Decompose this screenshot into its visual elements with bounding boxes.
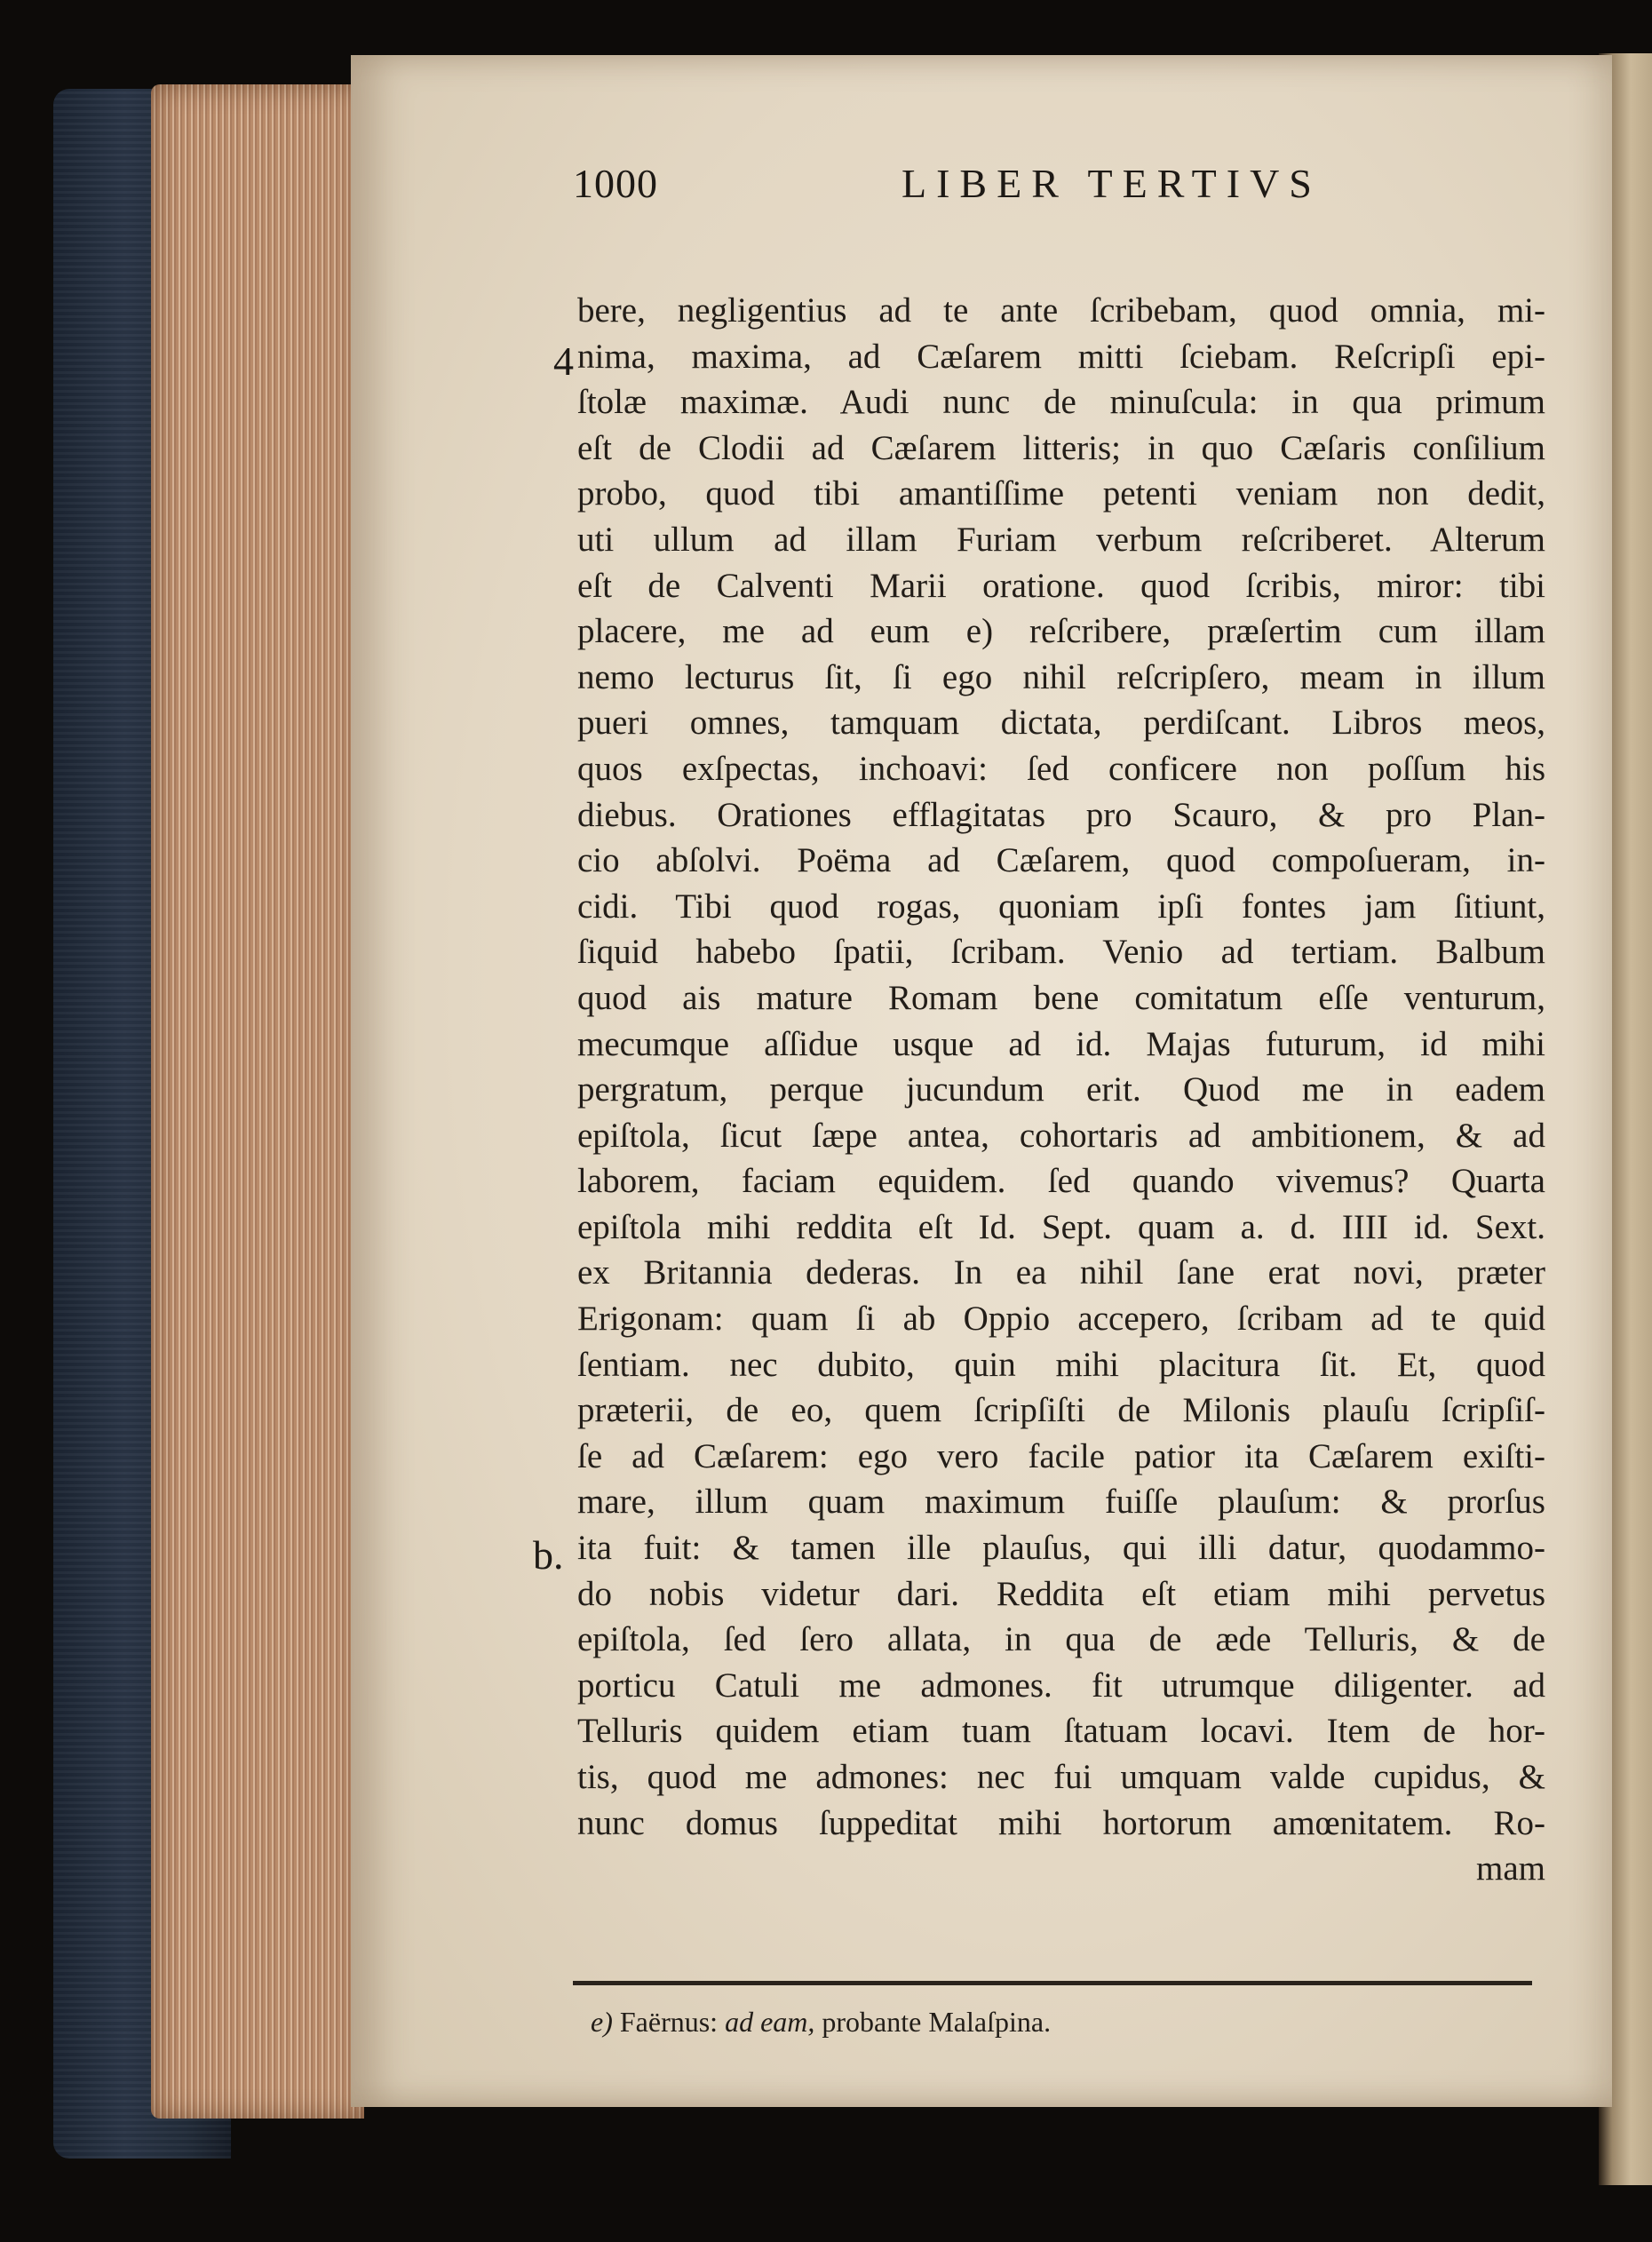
text-line: præterii, de eo, quem ſcripſiſti de Milonis plauſu ſcripſiſ- — [577, 1391, 1545, 1430]
text-line: quod ais mature Romam bene comitatum eſſe venturum, — [577, 978, 1545, 1017]
text-line: nunc domus ſuppeditat mihi hortorum amœnitatem. Ro- — [577, 1803, 1545, 1842]
text-line: mecumque aſſidue usque ad id. Majas futurum, id mihi — [577, 1024, 1545, 1063]
text-line: probo, quod tibi amantiſſime petenti veniam non dedit, — [577, 474, 1545, 513]
text-line: mam — [1476, 1849, 1545, 1888]
margin-mark-b: b. — [533, 1532, 564, 1578]
page-number: 1000 — [573, 161, 658, 206]
text-line: porticu Catuli me admones. fit utrumque diligenter. ad — [577, 1666, 1545, 1705]
text-line: epiſtola mihi reddita eſt Id. Sept. quam a. d. IIII id. Sext. — [577, 1207, 1545, 1246]
text-line: Telluris quidem etiam tuam ſtatuam locavi. Item de hor- — [577, 1712, 1545, 1751]
text-line: nemo lecturus ſit, ſi ego nihil reſcripſero, meam in illum — [577, 657, 1545, 696]
text-line: cidi. Tibi quod rogas, quoniam ipſi fontes jam ſitiunt, — [577, 886, 1545, 926]
text-line: mare, illum quam maximum fuiſſe plauſum: & prorſus — [577, 1483, 1545, 1522]
text-line: ſentiam. nec dubito, quin mihi placitura ſit. Et, quod — [577, 1345, 1545, 1384]
text-line: uti ullum ad illam Furiam verbum reſcriberet. Alterum — [577, 520, 1545, 559]
footnote-author: Faërnus: — [619, 2006, 719, 2038]
text-line: Erigonam: quam ſi ab Oppio accepero, ſcribam ad te quid — [577, 1300, 1545, 1339]
body-text — [577, 288, 1545, 1892]
text-line: do nobis videtur dari. Reddita eſt etiam mihi pervetus — [577, 1574, 1545, 1613]
text-line: pueri omnes, tamquam dictata, perdiſcant. Libros meos, — [577, 704, 1545, 743]
book-page — [351, 55, 1612, 2107]
text-line: nima, maxima, ad Cæſarem mitti ſciebam. Reſcripſi epi- — [577, 337, 1545, 376]
running-head — [573, 160, 1639, 222]
text-line: epiſtola, ſed ſero allata, in qua de æde Telluris, & de — [577, 1620, 1545, 1659]
text-line: ex Britannia dederas. In ea nihil ſane erat novi, præter — [577, 1253, 1545, 1292]
text-line: ſe ad Cæſarem: ego vero facile patior ita Cæſarem exiſti- — [577, 1436, 1545, 1475]
book-title: LIBER TERTIVS — [901, 161, 1322, 206]
text-line: ita fuit: & tamen ille plauſus, qui illi datur, quodammo- — [577, 1529, 1545, 1568]
margin-mark-4: 4 — [553, 338, 574, 384]
text-line: laborem, faciam equidem. ſed quando vivemus? Quarta — [577, 1162, 1545, 1201]
text-line: epiſtola, ſicut ſæpe antea, cohortaris ad ambitionem, & ad — [577, 1116, 1545, 1155]
text-line: diebus. Orationes efflagitatas pro Scauro, & pro Plan- — [577, 795, 1545, 834]
footnote-note: probante Malaſpina. — [822, 2006, 1052, 2038]
text-line: bere, negligentius ad te ante ſcribebam, quod omnia, mi- — [577, 291, 1545, 330]
footnote-rule — [573, 1981, 1532, 1985]
text-line: placere, me ad eum e) reſcribere, præſertim cum illam — [577, 612, 1545, 651]
text-line: tis, quod me admones: nec fui umquam valde cupidus, & — [577, 1758, 1545, 1796]
footnote — [591, 2006, 1523, 2039]
page-edges — [151, 84, 364, 2119]
text-line: eſt de Clodii ad Cæſarem litteris; in quo Cæſaris conſilium — [577, 428, 1545, 467]
text-line: eſt de Calventi Marii oratione. quod ſcribis, miror: tibi — [577, 566, 1545, 605]
footnote-reading: ad eam, — [725, 2006, 815, 2038]
footnote-marker: e) — [591, 2006, 613, 2038]
text-line: pergratum, perque jucundum erit. Quod me in eadem — [577, 1070, 1545, 1109]
text-line: cio abſolvi. Poëma ad Cæſarem, quod compoſueram, in- — [577, 841, 1545, 880]
text-line: quos exſpectas, inchoavi: ſed conficere non poſſum his — [577, 749, 1545, 788]
text-line: ſiquid habebo ſpatii, ſcribam. Venio ad tertiam. Balbum — [577, 933, 1545, 972]
text-line: ſtolæ maximæ. Audi nunc de minuſcula: in qua primum — [577, 383, 1545, 422]
